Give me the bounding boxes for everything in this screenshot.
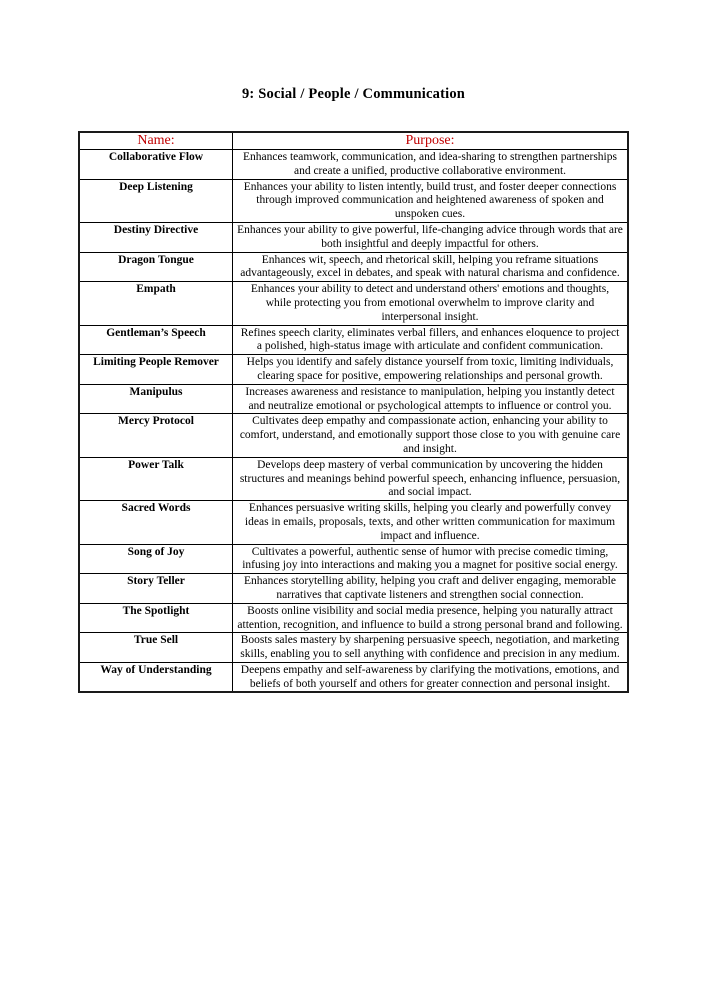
table-row: [79, 150, 628, 180]
skill-name: The Spotlight: [79, 603, 233, 633]
skill-name: Manipulus: [79, 384, 233, 414]
skill-name: Sacred Words: [79, 501, 233, 544]
skill-name: Song of Joy: [79, 544, 233, 574]
skill-purpose: Enhances your ability to detect and understand others' emotions and thoughts, while protecting you from emotional overwhelm to improve clarity and interpersonal insight.: [233, 282, 629, 325]
skill-name: Mercy Protocol: [79, 414, 233, 457]
table-header-row: [79, 132, 628, 150]
table-row: [79, 544, 628, 574]
skill-name: Way of Understanding: [79, 662, 233, 692]
table-row: [79, 222, 628, 252]
page-title: 9: Social / People / Communication: [241, 86, 466, 102]
skill-purpose: Refines speech clarity, eliminates verbal fillers, and enhances eloquence to project a polished, high-status image with articulate and confident communication.: [233, 325, 629, 355]
table-row: [79, 282, 628, 325]
skill-purpose: Develops deep mastery of verbal communication by uncovering the hidden structures and meanings behind powerful speech, enhancing influence, persuasion, and social impact.: [233, 457, 629, 500]
skill-name: Limiting People Remover: [79, 355, 233, 385]
skill-purpose: Enhances teamwork, communication, and idea-sharing to strengthen partnerships and create a unified, productive collaborative environment.: [233, 150, 629, 180]
skill-purpose: Enhances wit, speech, and rhetorical skill, helping you reframe situations advantageously, excel in debates, and speak with natural charisma and confidence.: [233, 252, 629, 282]
skills-table: [78, 131, 629, 693]
skill-purpose: Increases awareness and resistance to manipulation, helping you instantly detect and neutralize emotional or psychological attempts to influence or control you.: [233, 384, 629, 414]
skill-purpose: Boosts online visibility and social media presence, helping you naturally attract attention, recognition, and influence to build a strong personal brand and following.: [233, 603, 629, 633]
table-row: [79, 603, 628, 633]
table-row: [79, 457, 628, 500]
skill-purpose: Cultivates a powerful, authentic sense of humor with precise comedic timing, infusing joy into interactions and making you a magnet for positive social energy.: [233, 544, 629, 574]
skill-purpose: Enhances persuasive writing skills, helping you clearly and powerfully convey ideas in emails, proposals, texts, and other written communication for maximum impact and influence.: [233, 501, 629, 544]
table-row: [79, 501, 628, 544]
table-row: [79, 252, 628, 282]
column-header-purpose: Purpose:: [233, 132, 629, 150]
skill-name: Destiny Directive: [79, 222, 233, 252]
skill-purpose: Helps you identify and safely distance yourself from toxic, limiting individuals, clearing space for positive, empowering relationships and personal growth.: [233, 355, 629, 385]
table-row: [79, 662, 628, 692]
skill-name: Gentleman’s Speech: [79, 325, 233, 355]
table-row: [79, 633, 628, 663]
skill-purpose: Deepens empathy and self-awareness by clarifying the motivations, emotions, and beliefs of both yourself and others for greater connection and personal insight.: [233, 662, 629, 692]
skill-purpose: Enhances storytelling ability, helping you craft and deliver engaging, memorable narratives that captivate listeners and strengthen social connection.: [233, 574, 629, 604]
table-row: [79, 355, 628, 385]
skill-purpose: Enhances your ability to listen intently, build trust, and foster deeper connections through improved communication and heightened awareness of spoken and unspoken cues.: [233, 179, 629, 222]
table-row: [79, 414, 628, 457]
skill-name: Story Teller: [79, 574, 233, 604]
skill-name: Power Talk: [79, 457, 233, 500]
skill-name: Dragon Tongue: [79, 252, 233, 282]
table-row: [79, 179, 628, 222]
table-row: [79, 574, 628, 604]
skill-name: Deep Listening: [79, 179, 233, 222]
table-row: [79, 325, 628, 355]
column-header-name: Name:: [79, 132, 233, 150]
skill-name: Collaborative Flow: [79, 150, 233, 180]
skill-purpose: Enhances your ability to give powerful, life-changing advice through words that are both insightful and deeply impactful for others.: [233, 222, 629, 252]
table-body: [79, 150, 628, 693]
skill-purpose: Boosts sales mastery by sharpening persuasive speech, negotiation, and marketing skills, enabling you to sell anything with confidence and precision in any medium.: [233, 633, 629, 663]
skill-name: True Sell: [79, 633, 233, 663]
skill-name: Empath: [79, 282, 233, 325]
table-row: [79, 384, 628, 414]
skill-purpose: Cultivates deep empathy and compassionate action, enhancing your ability to comfort, understand, and emotionally support those close to you with genuine care and insight.: [233, 414, 629, 457]
